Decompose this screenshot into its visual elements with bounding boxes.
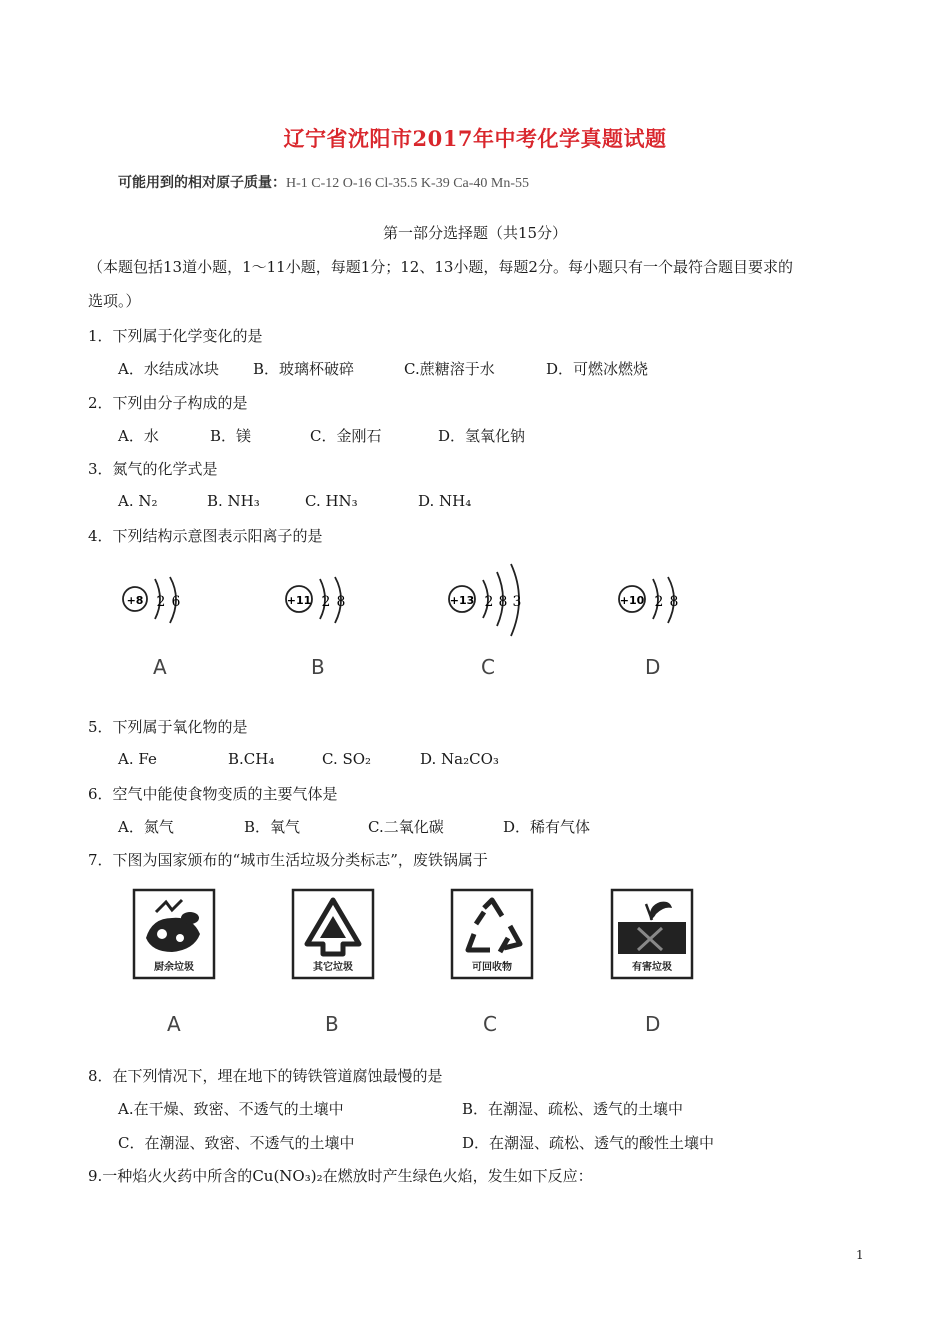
q1-option-b: B．玻璃杯破碎 (253, 360, 355, 378)
q3-option-b: B. NH₃ (207, 492, 260, 510)
electron-count: 2 (156, 594, 166, 610)
q8-option-a: A.在干燥、致密、不透气的土壤中 (118, 1100, 344, 1118)
atom-diagram-d (615, 575, 695, 645)
sign-text: 其它垃圾 (313, 962, 353, 973)
diagram-label-c: C (481, 655, 495, 679)
question-8-stem: 8．在下列情况下，埋在地下的铸铁管道腐蚀最慢的是 (88, 1067, 443, 1085)
waste-sign-d (610, 888, 694, 980)
page-number: 1 (856, 1248, 864, 1262)
q8-option-b: B．在潮湿、疏松、透气的土壤中 (462, 1100, 684, 1118)
q3-option-d: D. NH₄ (418, 492, 472, 510)
diagram-label-d: D (645, 655, 661, 679)
nucleus-charge: +8 (126, 594, 144, 607)
atomic-masses (118, 172, 529, 192)
q6-option-c: C.二氧化碳 (368, 818, 444, 836)
sign-text: 可回收物 (472, 962, 512, 973)
q1-option-a: A．水结成冰块 (118, 360, 219, 378)
q1-option-c: C.蔗糖溶于水 (404, 360, 495, 378)
section-intro-line2: 选项。） (88, 292, 141, 310)
sign-label-d: D (645, 1012, 661, 1036)
q8-option-c: C．在潮湿、致密、不透气的土壤中 (118, 1134, 355, 1152)
q2-option-a: A．水 (118, 427, 159, 445)
electron-count: 3 (512, 594, 522, 610)
electron-count: 2 (321, 594, 331, 610)
q6-option-a: A．氮气 (118, 818, 174, 836)
q8-option-d: D．在潮湿、疏松、透气的酸性土壤中 (462, 1134, 715, 1152)
waste-sign-b (291, 888, 375, 980)
waste-sign-c (450, 888, 534, 980)
q2-option-b: B．镁 (210, 427, 252, 445)
page-title: 辽宁省沈阳市2017年中考化学真题试题 (283, 126, 667, 151)
nucleus-charge: +11 (286, 594, 312, 607)
sign-label-a: A (167, 1012, 181, 1036)
waste-sign-a (132, 888, 216, 980)
sign-label-b: B (325, 1012, 339, 1036)
atomic-masses-values: H-1 C-12 O-16 Cl-35.5 K-39 Ca-40 Mn-55 (286, 176, 530, 191)
question-2-stem: 2．下列由分子构成的是 (88, 394, 248, 412)
electron-count: 2 (654, 594, 664, 610)
sign-label-c: C (483, 1012, 497, 1036)
nucleus-charge: +13 (449, 594, 475, 607)
q5-option-b: B.CH₄ (228, 750, 275, 768)
electron-count: 8 (669, 594, 679, 610)
q1-option-d: D．可燃冰燃烧 (546, 360, 649, 378)
sign-text: 有害垃圾 (632, 962, 672, 973)
question-4-stem: 4．下列结构示意图表示阳离子的是 (88, 527, 323, 545)
question-7-stem: 7．下图为国家颁布的“城市生活垃圾分类标志”，废铁锅属于 (88, 851, 488, 869)
electron-count: 8 (498, 594, 508, 610)
q5-option-c: C. SO₂ (322, 750, 372, 768)
q6-option-b: B．氧气 (244, 818, 301, 836)
atom-diagram-a (120, 575, 200, 645)
question-5-stem: 5．下列属于氧化物的是 (88, 718, 248, 736)
section-title: 第一部分选择题（共15分） (382, 224, 568, 242)
diagram-label-b: B (311, 655, 325, 679)
q5-option-a: A. Fe (118, 750, 157, 768)
electron-count: 2 (484, 594, 494, 610)
atomic-masses-label: 可能用到的相对原子质量： (118, 175, 286, 191)
sign-text: 厨余垃圾 (154, 962, 194, 973)
electron-count: 8 (336, 594, 346, 610)
question-3-stem: 3．氮气的化学式是 (88, 460, 218, 478)
nucleus-charge: +10 (619, 594, 645, 607)
q2-option-d: D．氢氧化钠 (438, 427, 526, 445)
q3-option-c: C. HN₃ (305, 492, 358, 510)
atom-diagram-b (282, 575, 362, 645)
q5-option-d: D. Na₂CO₃ (420, 750, 499, 768)
electron-count: 6 (171, 594, 181, 610)
question-9-stem: 9.一种焰火火药中所含的Cu(NO₃)₂在燃放时产生绿色火焰，发生如下反应： (88, 1167, 593, 1185)
atom-diagram-c (445, 562, 535, 642)
q6-option-d: D．稀有气体 (503, 818, 591, 836)
question-1-stem: 1．下列属于化学变化的是 (88, 327, 263, 345)
question-6-stem: 6．空气中能使食物变质的主要气体是 (88, 785, 338, 803)
diagram-label-a: A (153, 655, 167, 679)
q3-option-a: A. N₂ (118, 492, 158, 510)
q2-option-c: C．金刚石 (310, 427, 382, 445)
section-intro-line1: （本题包括13道小题，1～11小题，每题1分；12、13小题，每题2分。每小题只有一个最符合题目要求的 (88, 258, 793, 276)
